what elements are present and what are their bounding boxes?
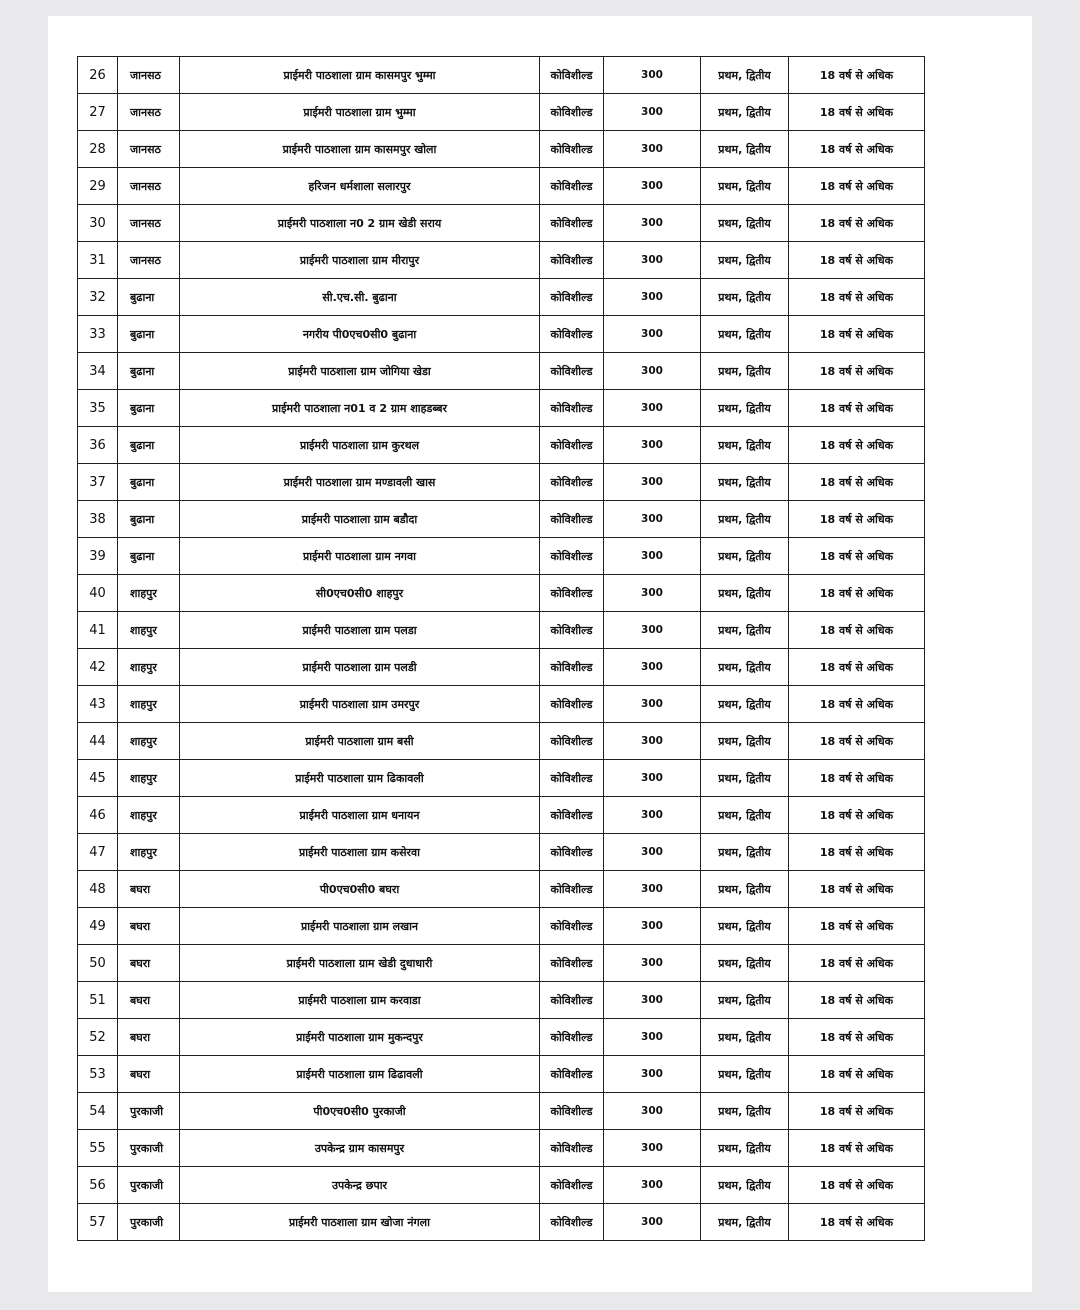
dose-quantity-cell: 300 — [604, 538, 701, 575]
age-group-cell: 18 वर्ष से अधिक — [789, 575, 925, 612]
dose-type-cell: प्रथम, द्वितीय — [701, 168, 789, 205]
age-group-cell: 18 वर्ष से अधिक — [789, 427, 925, 464]
table-row — [78, 797, 925, 834]
dose-quantity-cell: 300 — [604, 353, 701, 390]
age-group-cell: 18 वर्ष से अधिक — [789, 94, 925, 131]
dose-quantity-cell: 300 — [604, 686, 701, 723]
block-name-cell: पुरकाजी — [118, 1093, 180, 1130]
dose-quantity-cell: 300 — [604, 1056, 701, 1093]
table-row — [78, 168, 925, 205]
vaccine-name-cell: कोविशील्ड — [540, 908, 604, 945]
table-row — [78, 1130, 925, 1167]
serial-number-cell: 30 — [78, 205, 118, 242]
block-name-cell: जानसठ — [118, 94, 180, 131]
table-row — [78, 501, 925, 538]
table-row — [78, 205, 925, 242]
table-row — [78, 538, 925, 575]
dose-type-cell: प्रथम, द्वितीय — [701, 57, 789, 94]
table-body — [78, 57, 925, 1241]
dose-type-cell: प्रथम, द्वितीय — [701, 1056, 789, 1093]
block-name-cell: बघरा — [118, 908, 180, 945]
vaccine-name-cell: कोविशील्ड — [540, 57, 604, 94]
dose-type-cell: प्रथम, द्वितीय — [701, 1167, 789, 1204]
dose-type-cell: प्रथम, द्वितीय — [701, 205, 789, 242]
serial-number-cell: 29 — [78, 168, 118, 205]
dose-type-cell: प्रथम, द्वितीय — [701, 612, 789, 649]
dose-quantity-cell: 300 — [604, 242, 701, 279]
table-row — [78, 390, 925, 427]
vaccine-name-cell: कोविशील्ड — [540, 242, 604, 279]
site-name-cell: प्राईमरी पाठशाला ग्राम मीरापुर — [180, 242, 540, 279]
vaccine-name-cell: कोविशील्ड — [540, 686, 604, 723]
dose-type-cell: प्रथम, द्वितीय — [701, 871, 789, 908]
site-name-cell: प्राईमरी पाठशाला ग्राम कासमपुर भुम्मा — [180, 57, 540, 94]
dose-quantity-cell: 300 — [604, 797, 701, 834]
dose-type-cell: प्रथम, द्वितीय — [701, 242, 789, 279]
vaccine-name-cell: कोविशील्ड — [540, 316, 604, 353]
dose-quantity-cell: 300 — [604, 575, 701, 612]
block-name-cell: बुढाना — [118, 353, 180, 390]
table-row — [78, 242, 925, 279]
dose-type-cell: प्रथम, द्वितीय — [701, 501, 789, 538]
dose-type-cell: प्रथम, द्वितीय — [701, 1019, 789, 1056]
serial-number-cell: 35 — [78, 390, 118, 427]
vaccine-name-cell: कोविशील्ड — [540, 501, 604, 538]
serial-number-cell: 36 — [78, 427, 118, 464]
serial-number-cell: 45 — [78, 760, 118, 797]
age-group-cell: 18 वर्ष से अधिक — [789, 131, 925, 168]
vaccine-name-cell: कोविशील्ड — [540, 464, 604, 501]
site-name-cell: प्राईमरी पाठशाला ग्राम बसी — [180, 723, 540, 760]
vaccine-name-cell: कोविशील्ड — [540, 1130, 604, 1167]
serial-number-cell: 56 — [78, 1167, 118, 1204]
age-group-cell: 18 वर्ष से अधिक — [789, 686, 925, 723]
block-name-cell: पुरकाजी — [118, 1167, 180, 1204]
age-group-cell: 18 वर्ष से अधिक — [789, 1019, 925, 1056]
serial-number-cell: 33 — [78, 316, 118, 353]
site-name-cell: नगरीय पी0एच0सी0 बुढाना — [180, 316, 540, 353]
dose-type-cell: प्रथम, द्वितीय — [701, 649, 789, 686]
dose-quantity-cell: 300 — [604, 723, 701, 760]
vaccine-name-cell: कोविशील्ड — [540, 834, 604, 871]
serial-number-cell: 44 — [78, 723, 118, 760]
dose-type-cell: प्रथम, द्वितीय — [701, 464, 789, 501]
dose-quantity-cell: 300 — [604, 316, 701, 353]
site-name-cell: प्राईमरी पाठशाला ग्राम कसेरवा — [180, 834, 540, 871]
vaccine-name-cell: कोविशील्ड — [540, 649, 604, 686]
dose-quantity-cell: 300 — [604, 390, 701, 427]
site-name-cell: प्राईमरी पाठशाला ग्राम जोगिया खेडा — [180, 353, 540, 390]
table-row — [78, 1056, 925, 1093]
serial-number-cell: 27 — [78, 94, 118, 131]
block-name-cell: शाहपुर — [118, 834, 180, 871]
site-name-cell: प्राईमरी पाठशाला ग्राम मुकन्दपुर — [180, 1019, 540, 1056]
dose-quantity-cell: 300 — [604, 649, 701, 686]
block-name-cell: शाहपुर — [118, 575, 180, 612]
block-name-cell: जानसठ — [118, 131, 180, 168]
age-group-cell: 18 वर्ष से अधिक — [789, 908, 925, 945]
serial-number-cell: 54 — [78, 1093, 118, 1130]
age-group-cell: 18 वर्ष से अधिक — [789, 612, 925, 649]
age-group-cell: 18 वर्ष से अधिक — [789, 649, 925, 686]
age-group-cell: 18 वर्ष से अधिक — [789, 1056, 925, 1093]
table-row — [78, 834, 925, 871]
dose-type-cell: प्रथम, द्वितीय — [701, 686, 789, 723]
age-group-cell: 18 वर्ष से अधिक — [789, 834, 925, 871]
age-group-cell: 18 वर्ष से अधिक — [789, 316, 925, 353]
site-name-cell: प्राईमरी पाठशाला ग्राम पलडी — [180, 649, 540, 686]
serial-number-cell: 50 — [78, 945, 118, 982]
table-row — [78, 871, 925, 908]
vaccine-name-cell: कोविशील्ड — [540, 1093, 604, 1130]
vaccine-name-cell: कोविशील्ड — [540, 612, 604, 649]
dose-type-cell: प्रथम, द्वितीय — [701, 316, 789, 353]
table-row — [78, 686, 925, 723]
vaccine-name-cell: कोविशील्ड — [540, 1019, 604, 1056]
table-row — [78, 1019, 925, 1056]
block-name-cell: बुढाना — [118, 279, 180, 316]
block-name-cell: पुरकाजी — [118, 1204, 180, 1241]
vaccine-name-cell: कोविशील्ड — [540, 797, 604, 834]
site-name-cell: प्राईमरी पाठशाला ग्राम भुम्मा — [180, 94, 540, 131]
dose-quantity-cell: 300 — [604, 1093, 701, 1130]
site-name-cell: प्राईमरी पाठशाला न0 2 ग्राम खेडी सराय — [180, 205, 540, 242]
dose-type-cell: प्रथम, द्वितीय — [701, 390, 789, 427]
table-row — [78, 1167, 925, 1204]
dose-type-cell: प्रथम, द्वितीय — [701, 353, 789, 390]
age-group-cell: 18 वर्ष से अधिक — [789, 797, 925, 834]
site-name-cell: पी0एच0सी0 बघरा — [180, 871, 540, 908]
table-row — [78, 982, 925, 1019]
serial-number-cell: 28 — [78, 131, 118, 168]
block-name-cell: जानसठ — [118, 242, 180, 279]
dose-quantity-cell: 300 — [604, 834, 701, 871]
table-row — [78, 427, 925, 464]
dose-quantity-cell: 300 — [604, 168, 701, 205]
dose-type-cell: प्रथम, द्वितीय — [701, 945, 789, 982]
table-row — [78, 945, 925, 982]
block-name-cell: शाहपुर — [118, 649, 180, 686]
serial-number-cell: 39 — [78, 538, 118, 575]
dose-type-cell: प्रथम, द्वितीय — [701, 723, 789, 760]
serial-number-cell: 46 — [78, 797, 118, 834]
block-name-cell: बघरा — [118, 871, 180, 908]
vaccine-name-cell: कोविशील्ड — [540, 390, 604, 427]
vaccine-name-cell: कोविशील्ड — [540, 1204, 604, 1241]
dose-quantity-cell: 300 — [604, 131, 701, 168]
dose-quantity-cell: 300 — [604, 205, 701, 242]
dose-type-cell: प्रथम, द्वितीय — [701, 575, 789, 612]
block-name-cell: बघरा — [118, 945, 180, 982]
vaccine-name-cell: कोविशील्ड — [540, 982, 604, 1019]
dose-quantity-cell: 300 — [604, 612, 701, 649]
dose-type-cell: प्रथम, द्वितीय — [701, 797, 789, 834]
dose-quantity-cell: 300 — [604, 1130, 701, 1167]
vaccine-name-cell: कोविशील्ड — [540, 1167, 604, 1204]
serial-number-cell: 32 — [78, 279, 118, 316]
block-name-cell: बुढाना — [118, 464, 180, 501]
vaccine-name-cell: कोविशील्ड — [540, 131, 604, 168]
block-name-cell: बुढाना — [118, 427, 180, 464]
dose-quantity-cell: 300 — [604, 57, 701, 94]
site-name-cell: प्राईमरी पाठशाला ग्राम करवाडा — [180, 982, 540, 1019]
vaccine-name-cell: कोविशील्ड — [540, 1056, 604, 1093]
site-name-cell: प्राईमरी पाठशाला ग्राम मण्डावली खास — [180, 464, 540, 501]
age-group-cell: 18 वर्ष से अधिक — [789, 390, 925, 427]
serial-number-cell: 34 — [78, 353, 118, 390]
block-name-cell: शाहपुर — [118, 686, 180, 723]
vaccine-name-cell: कोविशील्ड — [540, 945, 604, 982]
table-row — [78, 57, 925, 94]
age-group-cell: 18 वर्ष से अधिक — [789, 945, 925, 982]
site-name-cell: प्राईमरी पाठशाला ग्राम नगवा — [180, 538, 540, 575]
serial-number-cell: 43 — [78, 686, 118, 723]
dose-type-cell: प्रथम, द्वितीय — [701, 982, 789, 1019]
block-name-cell: जानसठ — [118, 168, 180, 205]
dose-quantity-cell: 300 — [604, 908, 701, 945]
block-name-cell: शाहपुर — [118, 612, 180, 649]
block-name-cell: बुढाना — [118, 501, 180, 538]
serial-number-cell: 51 — [78, 982, 118, 1019]
table-row — [78, 760, 925, 797]
serial-number-cell: 53 — [78, 1056, 118, 1093]
document-page — [48, 16, 1032, 1292]
site-name-cell: सी0एच0सी0 शाहपुर — [180, 575, 540, 612]
dose-quantity-cell: 300 — [604, 1019, 701, 1056]
age-group-cell: 18 वर्ष से अधिक — [789, 464, 925, 501]
table-row — [78, 908, 925, 945]
block-name-cell: पुरकाजी — [118, 1130, 180, 1167]
block-name-cell: जानसठ — [118, 205, 180, 242]
site-name-cell: हरिजन धर्मशाला सलारपुर — [180, 168, 540, 205]
dose-quantity-cell: 300 — [604, 279, 701, 316]
dose-quantity-cell: 300 — [604, 945, 701, 982]
site-name-cell: सी.एच.सी. बुढाना — [180, 279, 540, 316]
block-name-cell: बुढाना — [118, 316, 180, 353]
vaccine-name-cell: कोविशील्ड — [540, 205, 604, 242]
serial-number-cell: 38 — [78, 501, 118, 538]
block-name-cell: शाहपुर — [118, 760, 180, 797]
age-group-cell: 18 वर्ष से अधिक — [789, 760, 925, 797]
serial-number-cell: 48 — [78, 871, 118, 908]
table-row — [78, 612, 925, 649]
block-name-cell: शाहपुर — [118, 723, 180, 760]
table-row — [78, 316, 925, 353]
site-name-cell: प्राईमरी पाठशाला ग्राम उमरपुर — [180, 686, 540, 723]
age-group-cell: 18 वर्ष से अधिक — [789, 538, 925, 575]
dose-type-cell: प्रथम, द्वितीय — [701, 908, 789, 945]
site-name-cell: प्राईमरी पाठशाला ग्राम खेडी दुधाधारी — [180, 945, 540, 982]
block-name-cell: बघरा — [118, 982, 180, 1019]
vaccine-name-cell: कोविशील्ड — [540, 279, 604, 316]
age-group-cell: 18 वर्ष से अधिक — [789, 1204, 925, 1241]
dose-quantity-cell: 300 — [604, 1167, 701, 1204]
serial-number-cell: 49 — [78, 908, 118, 945]
vaccination-sites-table — [77, 56, 925, 1241]
dose-type-cell: प्रथम, द्वितीय — [701, 1093, 789, 1130]
vaccine-name-cell: कोविशील्ड — [540, 427, 604, 464]
block-name-cell: जानसठ — [118, 57, 180, 94]
site-name-cell: प्राईमरी पाठशाला न01 व 2 ग्राम शाहडब्बर — [180, 390, 540, 427]
vaccine-name-cell: कोविशील्ड — [540, 575, 604, 612]
table-row — [78, 1204, 925, 1241]
age-group-cell: 18 वर्ष से अधिक — [789, 353, 925, 390]
site-name-cell: प्राईमरी पाठशाला ग्राम ढिढावली — [180, 1056, 540, 1093]
dose-type-cell: प्रथम, द्वितीय — [701, 279, 789, 316]
table-row — [78, 649, 925, 686]
serial-number-cell: 42 — [78, 649, 118, 686]
serial-number-cell: 41 — [78, 612, 118, 649]
age-group-cell: 18 वर्ष से अधिक — [789, 242, 925, 279]
dose-quantity-cell: 300 — [604, 982, 701, 1019]
age-group-cell: 18 वर्ष से अधिक — [789, 1093, 925, 1130]
dose-quantity-cell: 300 — [604, 760, 701, 797]
site-name-cell: प्राईमरी पाठशाला ग्राम बडौदा — [180, 501, 540, 538]
vaccine-name-cell: कोविशील्ड — [540, 871, 604, 908]
table-row — [78, 464, 925, 501]
block-name-cell: बुढाना — [118, 538, 180, 575]
table-row — [78, 353, 925, 390]
age-group-cell: 18 वर्ष से अधिक — [789, 1167, 925, 1204]
dose-quantity-cell: 300 — [604, 427, 701, 464]
serial-number-cell: 40 — [78, 575, 118, 612]
vaccine-name-cell: कोविशील्ड — [540, 723, 604, 760]
age-group-cell: 18 वर्ष से अधिक — [789, 279, 925, 316]
age-group-cell: 18 वर्ष से अधिक — [789, 871, 925, 908]
site-name-cell: उपकेन्द्र ग्राम कासमपुर — [180, 1130, 540, 1167]
table-row — [78, 131, 925, 168]
dose-type-cell: प्रथम, द्वितीय — [701, 834, 789, 871]
site-name-cell: प्राईमरी पाठशाला ग्राम कुरथल — [180, 427, 540, 464]
site-name-cell: प्राईमरी पाठशाला ग्राम पलडा — [180, 612, 540, 649]
serial-number-cell: 57 — [78, 1204, 118, 1241]
vaccine-name-cell: कोविशील्ड — [540, 538, 604, 575]
serial-number-cell: 55 — [78, 1130, 118, 1167]
site-name-cell: उपकेन्द्र छपार — [180, 1167, 540, 1204]
age-group-cell: 18 वर्ष से अधिक — [789, 723, 925, 760]
dose-type-cell: प्रथम, द्वितीय — [701, 1130, 789, 1167]
table-row — [78, 94, 925, 131]
age-group-cell: 18 वर्ष से अधिक — [789, 982, 925, 1019]
block-name-cell: बघरा — [118, 1019, 180, 1056]
vaccine-name-cell: कोविशील्ड — [540, 760, 604, 797]
vaccine-name-cell: कोविशील्ड — [540, 353, 604, 390]
site-name-cell: प्राईमरी पाठशाला ग्राम लखान — [180, 908, 540, 945]
block-name-cell: शाहपुर — [118, 797, 180, 834]
site-name-cell: पी0एच0सी0 पुरकाजी — [180, 1093, 540, 1130]
dose-quantity-cell: 300 — [604, 1204, 701, 1241]
table-row — [78, 723, 925, 760]
dose-quantity-cell: 300 — [604, 871, 701, 908]
dose-type-cell: प्रथम, द्वितीय — [701, 94, 789, 131]
serial-number-cell: 52 — [78, 1019, 118, 1056]
block-name-cell: बुढाना — [118, 390, 180, 427]
serial-number-cell: 37 — [78, 464, 118, 501]
dose-type-cell: प्रथम, द्वितीय — [701, 1204, 789, 1241]
table-row — [78, 279, 925, 316]
dose-quantity-cell: 300 — [604, 464, 701, 501]
dose-type-cell: प्रथम, द्वितीय — [701, 760, 789, 797]
site-name-cell: प्राईमरी पाठशाला ग्राम धनायन — [180, 797, 540, 834]
age-group-cell: 18 वर्ष से अधिक — [789, 168, 925, 205]
age-group-cell: 18 वर्ष से अधिक — [789, 1130, 925, 1167]
age-group-cell: 18 वर्ष से अधिक — [789, 205, 925, 242]
dose-type-cell: प्रथम, द्वितीय — [701, 538, 789, 575]
vaccine-name-cell: कोविशील्ड — [540, 94, 604, 131]
serial-number-cell: 47 — [78, 834, 118, 871]
block-name-cell: बघरा — [118, 1056, 180, 1093]
serial-number-cell: 26 — [78, 57, 118, 94]
site-name-cell: प्राईमरी पाठशाला ग्राम ढिकावली — [180, 760, 540, 797]
site-name-cell: प्राईमरी पाठशाला ग्राम खोजा नंगला — [180, 1204, 540, 1241]
dose-quantity-cell: 300 — [604, 94, 701, 131]
table-row — [78, 1093, 925, 1130]
site-name-cell: प्राईमरी पाठशाला ग्राम कासमपुर खोला — [180, 131, 540, 168]
age-group-cell: 18 वर्ष से अधिक — [789, 57, 925, 94]
age-group-cell: 18 वर्ष से अधिक — [789, 501, 925, 538]
dose-type-cell: प्रथम, द्वितीय — [701, 427, 789, 464]
dose-quantity-cell: 300 — [604, 501, 701, 538]
table-row — [78, 575, 925, 612]
vaccine-name-cell: कोविशील्ड — [540, 168, 604, 205]
serial-number-cell: 31 — [78, 242, 118, 279]
dose-type-cell: प्रथम, द्वितीय — [701, 131, 789, 168]
